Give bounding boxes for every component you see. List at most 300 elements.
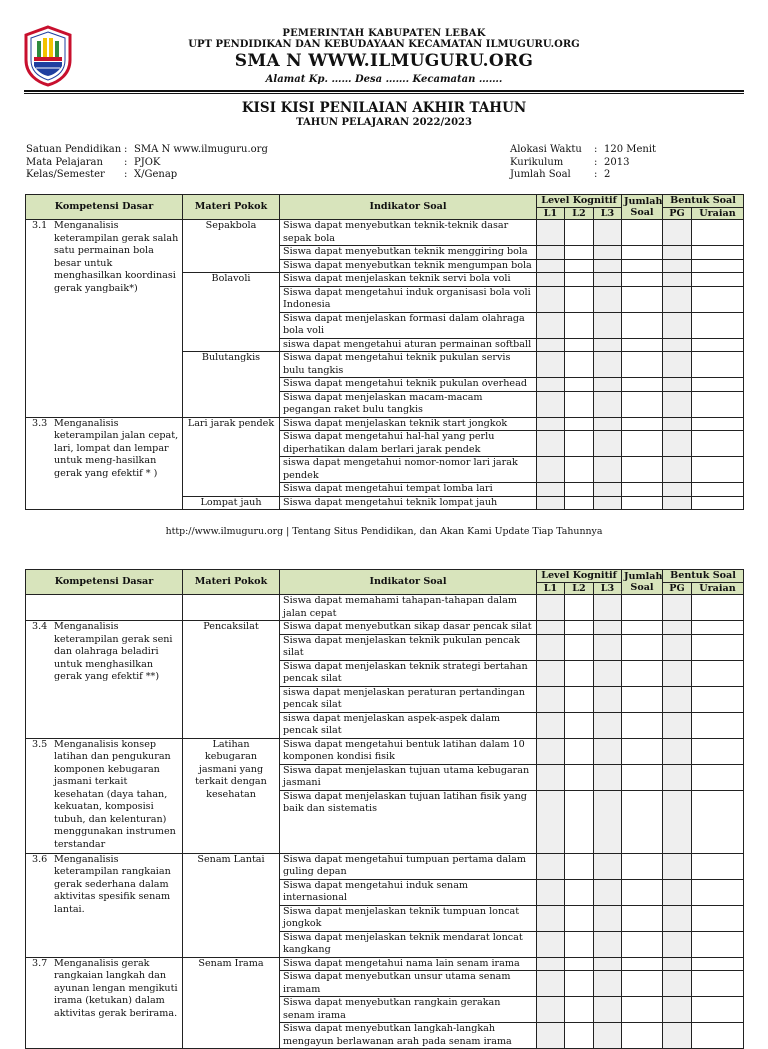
- level-l2-cell: [565, 259, 594, 273]
- level-l3-cell: [594, 496, 622, 510]
- header-l2: L2: [565, 207, 594, 220]
- jumlah-soal-cell: [622, 621, 663, 635]
- level-l3-cell: [594, 660, 622, 686]
- header-divider-thin: [24, 93, 744, 94]
- level-l2-cell: [565, 931, 594, 957]
- indikator-cell: Siswa dapat mengetahui induk senam internasional: [280, 879, 537, 905]
- kd-text: Menganalisis keterampilan jalan cepat, lari, lompat dan lempar untuk meng-hasilkan gerak yang efektif * ): [54, 417, 179, 479]
- level-l1-cell: [537, 220, 565, 246]
- level-l3-cell: [594, 790, 622, 853]
- level-l1-cell: [537, 352, 565, 378]
- bentuk-pg-cell: [663, 431, 692, 457]
- level-l1-cell: [537, 971, 565, 997]
- level-l3-cell: [594, 378, 622, 392]
- kd-text: Menganalisis keterampilan rangkaian gerak sederhana dalam aktivitas spesifik senam lantai.: [54, 853, 171, 915]
- level-l2-cell: [565, 634, 594, 660]
- level-l1-cell: [537, 391, 565, 417]
- level-l2-cell: [565, 660, 594, 686]
- info-row: Mata Pelajaran : PJOK: [26, 156, 161, 168]
- level-l1-cell: [537, 378, 565, 392]
- bentuk-uraian-cell: [692, 273, 744, 287]
- header-jumlah-line1: Jumlah: [624, 570, 663, 582]
- government-name: PEMERINTAH KABUPATEN LEBAK: [282, 28, 486, 39]
- level-l2-cell: [565, 957, 594, 971]
- level-l2-cell: [565, 312, 594, 338]
- kompetensi-dasar-cell: [26, 957, 183, 1049]
- level-l3-cell: [594, 738, 622, 764]
- level-l1-cell: [537, 595, 565, 621]
- level-l2-cell: [565, 790, 594, 853]
- header-l1: L1: [537, 582, 565, 595]
- level-l1-cell: [537, 273, 565, 287]
- indikator-cell: Siswa dapat menyebutkan teknik mengumpan bola: [280, 259, 537, 273]
- level-l1-cell: [537, 790, 565, 853]
- level-l1-cell: [537, 621, 565, 635]
- level-l3-cell: [594, 997, 622, 1023]
- jumlah-soal-cell: [622, 431, 663, 457]
- jumlah-soal-cell: [622, 879, 663, 905]
- info-right: [510, 144, 656, 182]
- header-jumlah-line2: Soal: [630, 207, 654, 218]
- level-l3-cell: [594, 312, 622, 338]
- bentuk-uraian-cell: [692, 879, 744, 905]
- level-l3-cell: [594, 246, 622, 260]
- header-kompetensi-dasar: Kompetensi Dasar: [26, 570, 183, 595]
- info-label: Kurikulum: [510, 156, 564, 168]
- info-value: PJOK: [134, 156, 161, 168]
- kd-number: 3.6: [32, 853, 48, 865]
- indikator-cell: Siswa dapat mengetahui tumpuan pertama dalam guling depan: [280, 853, 537, 879]
- header-bentuk-soal: Bentuk Soal: [663, 570, 744, 583]
- indikator-cell: Siswa dapat mengetahui teknik pukulan overhead: [280, 378, 537, 392]
- indikator-cell: Siswa dapat menyebutkan sikap dasar pencak silat: [280, 621, 537, 635]
- level-l1-cell: [537, 905, 565, 931]
- jumlah-soal-cell: [622, 905, 663, 931]
- table-row: [26, 621, 744, 635]
- jumlah-soal-cell: [622, 417, 663, 431]
- level-l3-cell: [594, 352, 622, 378]
- jumlah-soal-cell: [622, 483, 663, 497]
- level-l1-cell: [537, 246, 565, 260]
- level-l3-cell: [594, 338, 622, 352]
- bentuk-uraian-cell: [692, 971, 744, 997]
- level-l3-cell: [594, 417, 622, 431]
- level-l1-cell: [537, 312, 565, 338]
- level-l1-cell: [537, 738, 565, 764]
- school-name: SMA N WWW.ILMUGURU.ORG: [234, 51, 534, 71]
- header-pg: PG: [663, 582, 692, 595]
- school-address: Alamat Kp. …… Desa ……. Kecamatan …….: [265, 74, 503, 85]
- level-l1-cell: [537, 496, 565, 510]
- jumlah-soal-cell: [622, 634, 663, 660]
- indikator-cell: Siswa dapat menjelaskan teknik mendarat loncat kangkang: [280, 931, 537, 957]
- header-level-kognitif: Level Kognitif: [537, 570, 622, 583]
- materi-pokok-cell: Senam Irama: [183, 957, 280, 1049]
- bentuk-pg-cell: [663, 971, 692, 997]
- table-row: [26, 957, 744, 971]
- header-jumlah-line1: Jumlah: [624, 195, 663, 207]
- level-l2-cell: [565, 246, 594, 260]
- indikator-cell: siswa dapat menjelaskan peraturan pertandingan pencak silat: [280, 686, 537, 712]
- kompetensi-dasar-cell: [26, 417, 183, 510]
- level-l1-cell: [537, 457, 565, 483]
- jumlah-soal-cell: [622, 457, 663, 483]
- kompetensi-dasar-cell: [26, 220, 183, 418]
- level-l1-cell: [537, 417, 565, 431]
- bentuk-uraian-cell: [692, 483, 744, 497]
- bentuk-pg-cell: [663, 931, 692, 957]
- jumlah-soal-cell: [622, 246, 663, 260]
- bentuk-uraian-cell: [692, 259, 744, 273]
- bentuk-pg-cell: [663, 483, 692, 497]
- bentuk-uraian-cell: [692, 417, 744, 431]
- header-pg: PG: [663, 207, 692, 220]
- header-level-kognitif: Level Kognitif: [537, 195, 622, 208]
- materi-pokok-cell: Bolavoli: [183, 273, 280, 352]
- level-l3-cell: [594, 273, 622, 287]
- info-row: Alokasi Waktu : 120 Menit: [510, 144, 657, 155]
- bentuk-uraian-cell: [692, 391, 744, 417]
- bentuk-uraian-cell: [692, 352, 744, 378]
- level-l1-cell: [537, 1023, 565, 1049]
- level-l1-cell: [537, 338, 565, 352]
- bentuk-pg-cell: [663, 595, 692, 621]
- info-row: Jumlah Soal : 2: [510, 169, 611, 180]
- level-l3-cell: [594, 259, 622, 273]
- indikator-cell: Siswa dapat mengetahui nama lain senam irama: [280, 957, 537, 971]
- header-materi-pokok: Materi Pokok: [183, 195, 280, 220]
- indikator-cell: Siswa dapat menyebutkan unsur utama senam iramam: [280, 971, 537, 997]
- materi-pokok-cell: [183, 595, 280, 621]
- bentuk-uraian-cell: [692, 764, 744, 790]
- bentuk-uraian-cell: [692, 220, 744, 246]
- level-l2-cell: [565, 1023, 594, 1049]
- kd-text: Menganalisis gerak rangkaian langkah dan ayunan lengan mengikuti irama (ketukan) dalam aktivitas gerak berirama.: [54, 957, 178, 1019]
- level-l3-cell: [594, 971, 622, 997]
- level-l3-cell: [594, 879, 622, 905]
- materi-pokok-cell: Lompat jauh: [183, 496, 280, 510]
- materi-pokok-cell: Lari jarak pendek: [183, 417, 280, 496]
- level-l1-cell: [537, 286, 565, 312]
- bentuk-uraian-cell: [692, 431, 744, 457]
- bentuk-pg-cell: [663, 660, 692, 686]
- info-label: Satuan Pendidikan: [26, 144, 122, 155]
- indikator-cell: Siswa dapat mengetahui induk organisasi bola voli Indonesia: [280, 286, 537, 312]
- bentuk-uraian-cell: [692, 246, 744, 260]
- indikator-cell: Siswa dapat menyebutkan teknik-teknik dasar sepak bola: [280, 220, 537, 246]
- bentuk-uraian-cell: [692, 1023, 744, 1049]
- bentuk-uraian-cell: [692, 931, 744, 957]
- jumlah-soal-cell: [622, 496, 663, 510]
- bentuk-uraian-cell: [692, 997, 744, 1023]
- level-l1-cell: [537, 957, 565, 971]
- bentuk-uraian-cell: [692, 378, 744, 392]
- jumlah-soal-cell: [622, 957, 663, 971]
- bentuk-uraian-cell: [692, 853, 744, 879]
- level-l3-cell: [594, 431, 622, 457]
- level-l1-cell: [537, 259, 565, 273]
- bentuk-pg-cell: [663, 496, 692, 510]
- bentuk-uraian-cell: [692, 312, 744, 338]
- bentuk-uraian-cell: [692, 595, 744, 621]
- level-l1-cell: [537, 431, 565, 457]
- kisi-table-1: [25, 194, 744, 510]
- materi-pokok-cell: Sepakbola: [183, 220, 280, 273]
- bentuk-pg-cell: [663, 957, 692, 971]
- bentuk-pg-cell: [663, 338, 692, 352]
- level-l2-cell: [565, 997, 594, 1023]
- level-l3-cell: [594, 621, 622, 635]
- document-title: KISI KISI PENILAIAN AKHIR TAHUN: [241, 100, 527, 116]
- level-l3-cell: [594, 483, 622, 497]
- bentuk-pg-cell: [663, 634, 692, 660]
- header-uraian: Uraian: [692, 582, 744, 595]
- jumlah-soal-cell: [622, 595, 663, 621]
- indikator-cell: siswa dapat menjelaskan aspek-aspek dalam pencak silat: [280, 712, 537, 738]
- indikator-cell: Siswa dapat menjelaskan teknik pukulan pencak silat: [280, 634, 537, 660]
- level-l2-cell: [565, 496, 594, 510]
- info-row: Kelas/Semester : X/Genap: [26, 169, 178, 180]
- jumlah-soal-cell: [622, 997, 663, 1023]
- jumlah-soal-cell: [622, 790, 663, 853]
- bentuk-pg-cell: [663, 790, 692, 853]
- bentuk-uraian-cell: [692, 621, 744, 635]
- bentuk-pg-cell: [663, 273, 692, 287]
- level-l3-cell: [594, 634, 622, 660]
- level-l1-cell: [537, 853, 565, 879]
- document-year: TAHUN PELAJARAN 2022/2023: [296, 117, 472, 128]
- table-row: [26, 220, 744, 246]
- kisi-table-2: [25, 569, 744, 1049]
- bentuk-pg-cell: [663, 853, 692, 879]
- indikator-cell: Siswa dapat mengetahui bentuk latihan dalam 10 komponen kondisi fisik: [280, 738, 537, 764]
- level-l1-cell: [537, 879, 565, 905]
- bentuk-pg-cell: [663, 259, 692, 273]
- jumlah-soal-cell: [622, 312, 663, 338]
- level-l1-cell: [537, 997, 565, 1023]
- info-value: X/Genap: [134, 169, 178, 180]
- table-row: [26, 853, 744, 879]
- indikator-cell: Siswa dapat menjelaskan macam-macam pegangan raket bulu tangkis: [280, 391, 537, 417]
- level-l2-cell: [565, 905, 594, 931]
- level-l2-cell: [565, 273, 594, 287]
- level-l3-cell: [594, 712, 622, 738]
- indikator-cell: Siswa dapat menjelaskan teknik servi bola voli: [280, 273, 537, 287]
- info-label: Jumlah Soal: [510, 169, 571, 180]
- level-l2-cell: [565, 391, 594, 417]
- bentuk-uraian-cell: [692, 738, 744, 764]
- info-label: Kelas/Semester: [26, 169, 105, 180]
- header-uraian: Uraian: [692, 207, 744, 220]
- jumlah-soal-cell: [622, 378, 663, 392]
- indikator-cell: Siswa dapat menjelaskan tujuan latihan fisik yang baik dan sistematis: [280, 790, 537, 853]
- info-row: Satuan Pendidikan : SMA N www.ilmuguru.org: [26, 144, 268, 155]
- info-label: Alokasi Waktu: [510, 144, 582, 155]
- bentuk-pg-cell: [663, 417, 692, 431]
- indikator-cell: Siswa dapat menjelaskan teknik strategi bertahan pencak silat: [280, 660, 537, 686]
- department-name: UPT PENDIDIKAN DAN KEBUDAYAAN KECAMATAN ILMUGURU.ORG: [188, 39, 580, 50]
- indikator-cell: Siswa dapat menyebutkan rangkain gerakan senam irama: [280, 997, 537, 1023]
- bentuk-pg-cell: [663, 378, 692, 392]
- bentuk-pg-cell: [663, 686, 692, 712]
- header-jumlah-soal: [622, 570, 663, 595]
- kd-text: Menganalisis konsep latihan dan pengukuran komponen kebugaran jasmani terkait kesehatan (daya tahan, kekuatan, komposisi tubuh, dan kelenturan) menggunakan instrumen terstandar: [54, 738, 176, 850]
- bentuk-pg-cell: [663, 712, 692, 738]
- level-l2-cell: [565, 338, 594, 352]
- kd-text: Menganalisis keterampilan gerak seni dan olahraga beladiri untuk menghasilkan gerak yang efektif **): [54, 621, 173, 682]
- table-row: [26, 417, 744, 431]
- kompetensi-dasar-cell: [26, 853, 183, 957]
- jumlah-soal-cell: [622, 220, 663, 246]
- jumlah-soal-cell: [622, 391, 663, 417]
- header-l3: L3: [594, 207, 622, 220]
- jumlah-soal-cell: [622, 738, 663, 764]
- level-l2-cell: [565, 483, 594, 497]
- indikator-cell: Siswa dapat mengetahui teknik lompat jauh: [280, 496, 537, 510]
- indikator-cell: Siswa dapat menjelaskan teknik start jongkok: [280, 417, 537, 431]
- level-l2-cell: [565, 686, 594, 712]
- indikator-cell: Siswa dapat menyebutkan langkah-langkah mengayun berlawanan arah pada senam irama: [280, 1023, 537, 1049]
- level-l2-cell: [565, 621, 594, 635]
- level-l3-cell: [594, 764, 622, 790]
- kd-number: 3.5: [32, 738, 48, 750]
- level-l2-cell: [565, 712, 594, 738]
- level-l1-cell: [537, 660, 565, 686]
- level-l3-cell: [594, 1023, 622, 1049]
- bentuk-pg-cell: [663, 879, 692, 905]
- bentuk-pg-cell: [663, 312, 692, 338]
- kd-number: 3.4: [32, 621, 48, 632]
- level-l3-cell: [594, 391, 622, 417]
- indikator-cell: siswa dapat mengetahui aturan permainan softball: [280, 338, 537, 352]
- level-l1-cell: [537, 764, 565, 790]
- level-l2-cell: [565, 764, 594, 790]
- indikator-cell: Siswa dapat memahami tahapan-tahapan dalam jalan cepat: [280, 595, 537, 621]
- indikator-cell: Siswa dapat mengetahui tempat lomba lari: [280, 483, 537, 497]
- bentuk-pg-cell: [663, 738, 692, 764]
- header-bentuk-soal: Bentuk Soal: [663, 195, 744, 208]
- indikator-cell: Siswa dapat menyebutkan teknik menggiring bola: [280, 246, 537, 260]
- jumlah-soal-cell: [622, 686, 663, 712]
- level-l3-cell: [594, 286, 622, 312]
- jumlah-soal-cell: [622, 286, 663, 312]
- indikator-cell: Siswa dapat menjelaskan teknik tumpuan loncat jongkok: [280, 905, 537, 931]
- info-left: [26, 144, 268, 182]
- bentuk-uraian-cell: [692, 790, 744, 853]
- materi-pokok-cell: Bulutangkis: [183, 352, 280, 418]
- header-materi-pokok: Materi Pokok: [183, 570, 280, 595]
- info-label: Mata Pelajaran: [26, 156, 103, 168]
- page-footer: http://www.ilmuguru.org | Tentang Situs Pendidikan, dan Akan Kami Update Tiap Tahunnya: [165, 526, 603, 537]
- level-l2-cell: [565, 378, 594, 392]
- level-l1-cell: [537, 931, 565, 957]
- level-l3-cell: [594, 686, 622, 712]
- header-divider-thick: [24, 90, 744, 92]
- header-jumlah-soal: [622, 195, 663, 220]
- info-value: 2013: [604, 156, 630, 168]
- info-row: Kurikulum : 2013: [510, 156, 630, 168]
- jumlah-soal-cell: [622, 764, 663, 790]
- bentuk-uraian-cell: [692, 660, 744, 686]
- level-l2-cell: [565, 879, 594, 905]
- jumlah-soal-cell: [622, 338, 663, 352]
- kd-number: 3.3: [32, 417, 48, 429]
- level-l2-cell: [565, 286, 594, 312]
- bentuk-uraian-cell: [692, 712, 744, 738]
- bentuk-pg-cell: [663, 621, 692, 635]
- header-indikator-soal: Indikator Soal: [280, 195, 537, 220]
- bentuk-uraian-cell: [692, 286, 744, 312]
- header-jumlah-line2: Soal: [630, 582, 654, 593]
- bentuk-pg-cell: [663, 352, 692, 378]
- level-l3-cell: [594, 957, 622, 971]
- jumlah-soal-cell: [622, 853, 663, 879]
- bentuk-uraian-cell: [692, 686, 744, 712]
- letterhead: [0, 0, 768, 95]
- level-l2-cell: [565, 853, 594, 879]
- level-l3-cell: [594, 595, 622, 621]
- kompetensi-dasar-cell: [26, 595, 183, 621]
- bentuk-pg-cell: [663, 391, 692, 417]
- bentuk-uraian-cell: [692, 496, 744, 510]
- level-l2-cell: [565, 595, 594, 621]
- materi-pokok-cell: Pencaksilat: [183, 621, 280, 739]
- level-l3-cell: [594, 457, 622, 483]
- bentuk-pg-cell: [663, 286, 692, 312]
- bentuk-uraian-cell: [692, 634, 744, 660]
- indikator-cell: Siswa dapat menjelaskan tujuan utama kebugaran jasmani: [280, 764, 537, 790]
- jumlah-soal-cell: [622, 660, 663, 686]
- level-l1-cell: [537, 686, 565, 712]
- table-row: [26, 738, 744, 764]
- header-l1: L1: [537, 207, 565, 220]
- jumlah-soal-cell: [622, 931, 663, 957]
- bentuk-pg-cell: [663, 905, 692, 931]
- bentuk-pg-cell: [663, 457, 692, 483]
- indikator-cell: Siswa dapat mengetahui teknik pukulan servis bulu tangkis: [280, 352, 537, 378]
- indikator-cell: Siswa dapat mengetahui hal-hal yang perlu diperhatikan dalam berlari jarak pendek: [280, 431, 537, 457]
- header-indikator-soal: Indikator Soal: [280, 570, 537, 595]
- bentuk-pg-cell: [663, 246, 692, 260]
- indikator-cell: siswa dapat mengetahui nomor-nomor lari jarak pendek: [280, 457, 537, 483]
- level-l3-cell: [594, 220, 622, 246]
- kd-number: 3.1: [32, 220, 48, 231]
- level-l2-cell: [565, 352, 594, 378]
- level-l2-cell: [565, 971, 594, 997]
- level-l3-cell: [594, 931, 622, 957]
- info-value: 120 Menit: [604, 144, 657, 155]
- kd-number: 3.7: [32, 957, 48, 969]
- bentuk-uraian-cell: [692, 338, 744, 352]
- indikator-cell: Siswa dapat menjelaskan formasi dalam olahraga bola voli: [280, 312, 537, 338]
- header-kompetensi-dasar: Kompetensi Dasar: [26, 195, 183, 220]
- bentuk-pg-cell: [663, 1023, 692, 1049]
- bentuk-uraian-cell: [692, 905, 744, 931]
- jumlah-soal-cell: [622, 352, 663, 378]
- bentuk-pg-cell: [663, 997, 692, 1023]
- kompetensi-dasar-cell: [26, 738, 183, 853]
- level-l3-cell: [594, 905, 622, 931]
- jumlah-soal-cell: [622, 273, 663, 287]
- level-l2-cell: [565, 431, 594, 457]
- table-row: [26, 595, 744, 621]
- materi-pokok-cell: Senam Lantai: [183, 853, 280, 957]
- info-value: SMA N www.ilmuguru.org: [134, 144, 268, 155]
- bentuk-uraian-cell: [692, 957, 744, 971]
- level-l3-cell: [594, 853, 622, 879]
- level-l2-cell: [565, 738, 594, 764]
- materi-pokok-cell: Latihan kebugaran jasmani yang terkait dengan kesehatan: [183, 738, 280, 853]
